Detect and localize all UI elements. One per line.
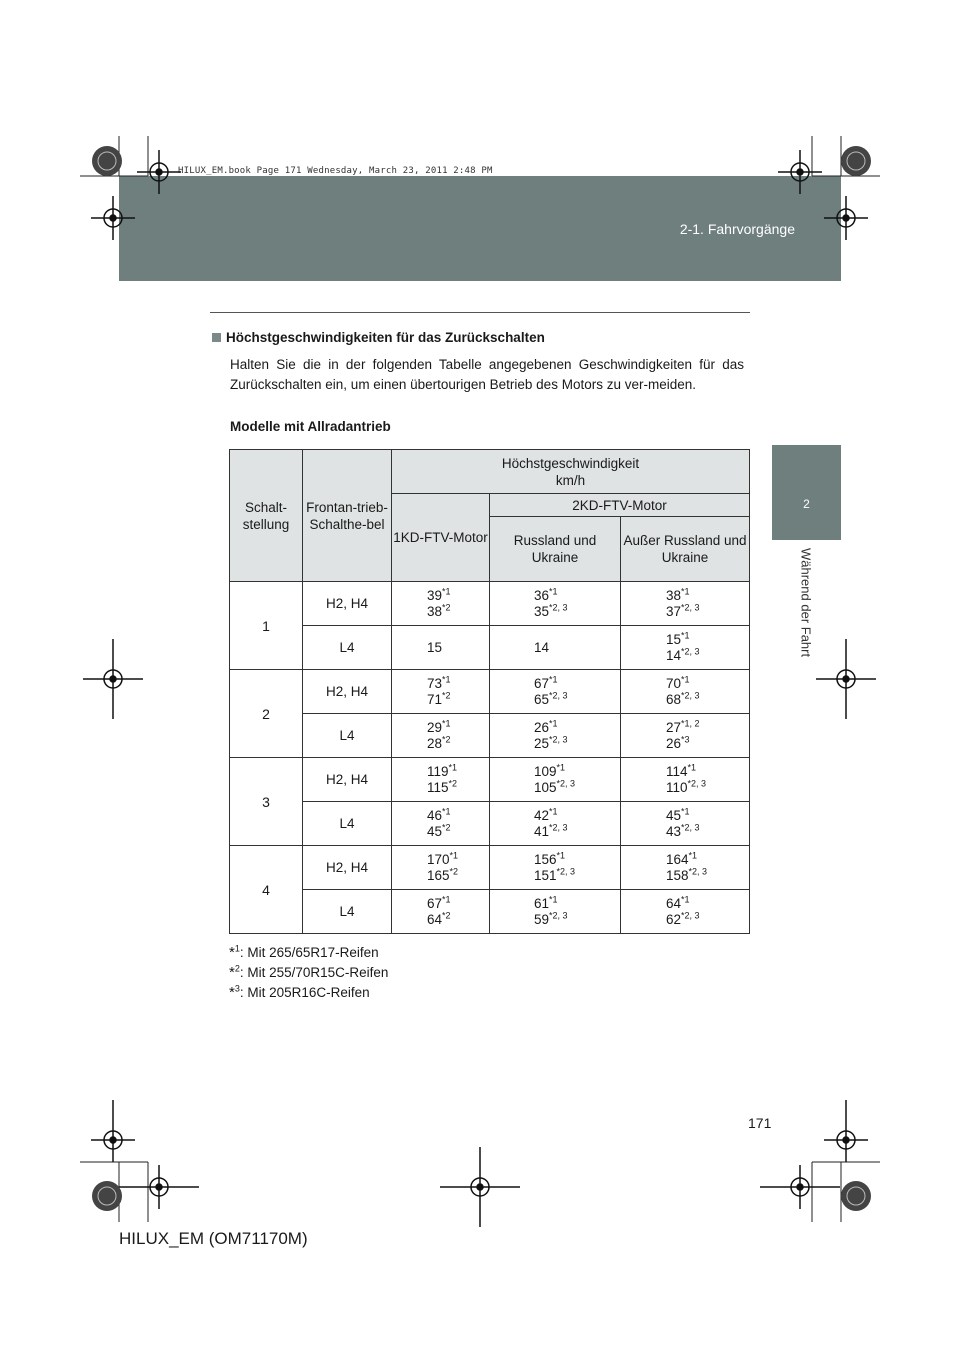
table-row	[230, 626, 750, 670]
chapter-tab: 2	[772, 445, 841, 540]
speed-cell: 64$^{*1}$ 62$^{*2, 3}$	[621, 890, 750, 934]
footnote: *$^2$: Mit 255/70R15C-Reifen	[229, 963, 389, 981]
speed-cell: 29$^{*1}$ 28$^{*2}$	[392, 714, 490, 758]
speed-cell: 119$^{*1}$ 115$^{*2}$	[392, 758, 490, 802]
col-header-lever: Frontan-trieb-Schalthe-bel	[303, 450, 392, 582]
lever-cell: H2, H4	[303, 758, 392, 802]
speed-cell: 170$^{*1}$ 165$^{*2}$	[392, 846, 490, 890]
col-header-russia: Russland und Ukraine	[490, 517, 621, 582]
table-row	[230, 802, 750, 846]
print-stamp: HILUX_EM.book Page 171 Wednesday, March 23, 2011 2:48 PM	[178, 166, 493, 176]
table-row	[230, 714, 750, 758]
col-header-2kd: 2KD-FTV-Motor	[490, 494, 750, 517]
speed-cell: 67$^{*1}$ 65$^{*2, 3}$	[490, 670, 621, 714]
lever-cell: L4	[303, 714, 392, 758]
footnotes	[229, 943, 388, 1003]
gear-cell: 1	[230, 582, 303, 670]
sub-heading: Modelle mit Allradantrieb	[230, 419, 391, 434]
table-row	[230, 670, 750, 714]
speed-cell: 164$^{*1}$ 158$^{*2, 3}$	[621, 846, 750, 890]
table-row	[230, 582, 750, 626]
speed-cell: 46$^{*1}$ 45$^{*2}$	[392, 802, 490, 846]
speed-cell: 15$^{*1}$ 14$^{*2, 3}$	[621, 626, 750, 670]
speed-cell: 26$^{*1}$ 25$^{*2, 3}$	[490, 714, 621, 758]
speed-table	[229, 449, 750, 934]
speed-cell: 15	[392, 626, 490, 670]
col-header-1kd: 1KD-FTV-Motor	[392, 494, 490, 582]
speed-cell: 45$^{*1}$ 43$^{*2, 3}$	[621, 802, 750, 846]
gear-cell: 3	[230, 758, 303, 846]
table-row	[230, 758, 750, 802]
col-header-position: Schalt-stellung	[230, 450, 303, 582]
section-title: 2-1. Fahrvorgänge	[679, 221, 795, 237]
speed-cell: 156$^{*1}$ 151$^{*2, 3}$	[490, 846, 621, 890]
speed-cell: 42$^{*1}$ 41$^{*2, 3}$	[490, 802, 621, 846]
lever-cell: H2, H4	[303, 670, 392, 714]
footnote: *$^1$: Mit 265/65R17-Reifen	[229, 943, 379, 961]
lever-cell: L4	[303, 626, 392, 670]
speed-cell: 114$^{*1}$ 110$^{*2, 3}$	[621, 758, 750, 802]
speed-cell: 36$^{*1}$ 35$^{*2, 3}$	[490, 582, 621, 626]
speed-cell: 109$^{*1}$ 105$^{*2, 3}$	[490, 758, 621, 802]
col-header-max-speed: Höchstgeschwindigkeit km/h	[392, 450, 750, 494]
divider	[210, 312, 750, 313]
col-header-except-russia: Außer Russland und Ukraine	[621, 517, 750, 582]
gear-cell: 4	[230, 846, 303, 934]
speed-cell: 67$^{*1}$ 64$^{*2}$	[392, 890, 490, 934]
lever-cell: H2, H4	[303, 582, 392, 626]
page-number: 171	[748, 1115, 772, 1131]
gear-cell: 2	[230, 670, 303, 758]
lever-cell: H2, H4	[303, 846, 392, 890]
intro-paragraph: Halten Sie die in der folgenden Tabelle angegebenen Geschwindigkeiten für das Zurückschalten ein, um einen übertourigen Betrieb des Motors zu ver-meiden.	[230, 357, 744, 392]
speed-cell: 14	[490, 626, 621, 670]
document-id: HILUX_EM (OM71170M)	[119, 1229, 308, 1248]
square-bullet-icon	[212, 333, 221, 342]
table-row	[230, 846, 750, 890]
speed-cell: 61$^{*1}$ 59$^{*2, 3}$	[490, 890, 621, 934]
speed-cell: 70$^{*1}$ 68$^{*2, 3}$	[621, 670, 750, 714]
chapter-tab-label: Während der Fahrt	[798, 548, 814, 658]
speed-cell: 38$^{*1}$ 37$^{*2, 3}$	[621, 582, 750, 626]
section-heading: Höchstgeschwindigkeiten für das Zurückschalten	[212, 330, 545, 345]
speed-cell: 73$^{*1}$ 71$^{*2}$	[392, 670, 490, 714]
lever-cell: L4	[303, 802, 392, 846]
speed-cell: 27$^{*1, 2}$ 26$^{*3}$	[621, 714, 750, 758]
footnote: *$^3$: Mit 205R16C-Reifen	[229, 983, 370, 1001]
speed-cell: 39$^{*1}$ 38$^{*2}$	[392, 582, 490, 626]
lever-cell: L4	[303, 890, 392, 934]
table-row	[230, 890, 750, 934]
